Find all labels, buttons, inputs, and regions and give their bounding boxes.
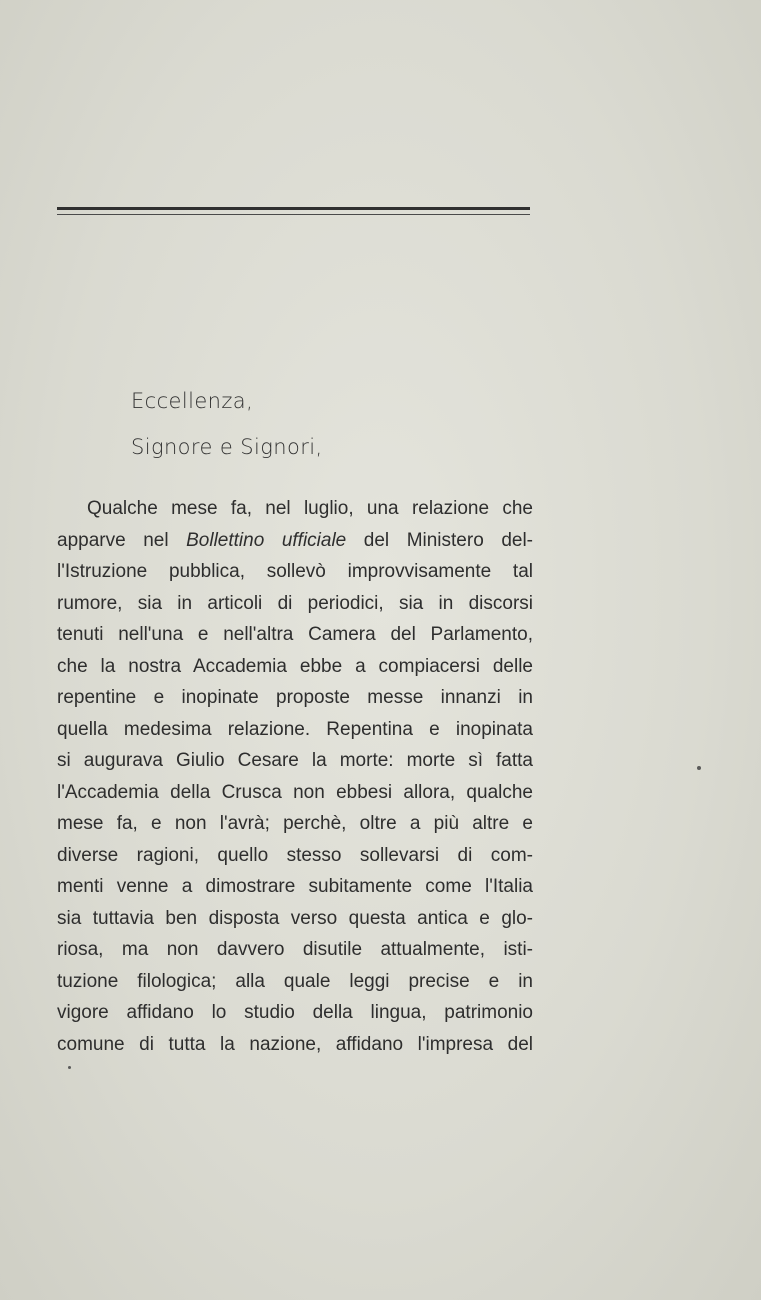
salutation-line-1: Eccellenza, — [131, 389, 254, 413]
text-line: sia tuttavia ben disposta verso questa antica e glo- — [57, 907, 533, 929]
text-line: riosa, ma non davvero disutile attualmente, isti- — [57, 939, 533, 960]
header-rule-thick — [57, 207, 530, 210]
text-line: che la nostra Accademia ebbe a compiacersi delle — [57, 655, 533, 677]
text-segment: apparve nel — [57, 529, 187, 551]
text-line: l'Accademia della Crusca non ebbesi allora, qualche — [57, 781, 533, 803]
text-line: Qualche mese fa, nel luglio, una relazione che — [87, 498, 533, 519]
text-line: repentine e inopinate proposte messe innanzi in — [57, 687, 533, 708]
body-paragraph — [57, 493, 533, 1060]
header-rule-thin — [57, 214, 530, 215]
text-line: quella medesima relazione. Repentina e inopinata — [57, 718, 533, 740]
text-line: si augurava Giulio Cesare la morte: morte sì fatta — [57, 750, 533, 771]
text-line: comune di tutta la nazione, affidano l'impresa del — [57, 1033, 533, 1055]
paper-speck — [68, 1066, 71, 1069]
text-line: menti venne a dimostrare subitamente come l'Italia — [57, 876, 533, 897]
text-line: diverse ragioni, quello stesso sollevarsi di com- — [57, 844, 533, 866]
text-line: l'Istruzione pubblica, sollevò improvvisamente tal — [57, 561, 533, 582]
text-line: tenuti nell'una e nell'altra Camera del Parlamento, — [57, 624, 533, 645]
text-line: vigore affidano lo studio della lingua, patrimonio — [57, 1002, 533, 1023]
text-line — [57, 525, 533, 557]
salutation-line-2: Signore e Signori, — [131, 435, 323, 459]
text-line: tuzione filologica; alla quale leggi precise e in — [57, 970, 533, 992]
text-segment: del Ministero del- — [346, 529, 533, 551]
italic-title: Bollettino ufficiale — [186, 529, 347, 551]
text-line: mese fa, e non l'avrà; perchè, oltre a più altre e — [57, 813, 533, 834]
paper-speck — [697, 766, 701, 770]
text-line: rumore, sia in articoli di periodici, sia in discorsi — [57, 592, 533, 614]
